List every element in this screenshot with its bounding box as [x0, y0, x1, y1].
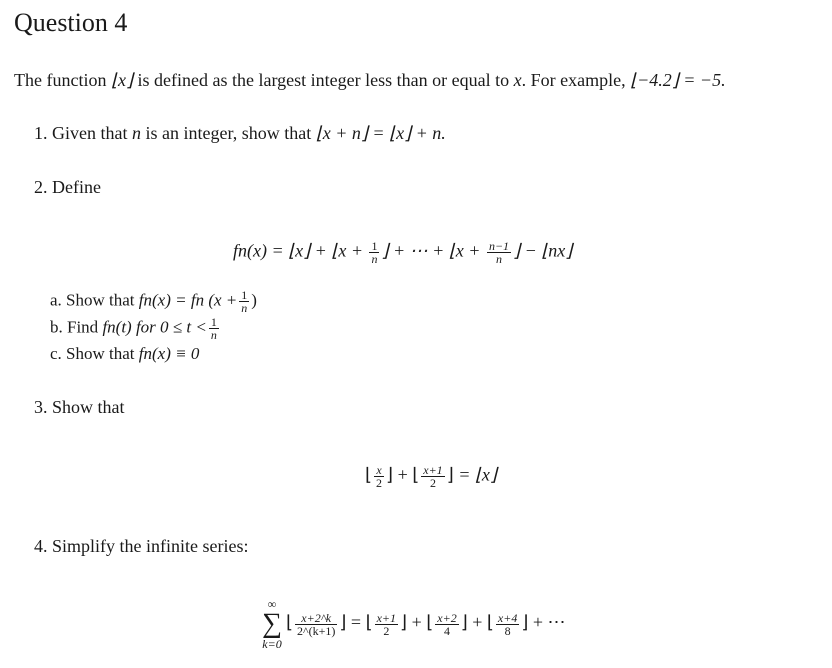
intro-example: ⌊−4.2⌋ = −5.	[630, 70, 726, 90]
general-term-fraction	[295, 612, 337, 637]
definition-rhs: ⌋ − ⌊nx⌋	[513, 240, 573, 261]
floor-left: ⌊	[285, 612, 293, 633]
summation	[262, 597, 282, 651]
frac-numerator: x+1	[376, 610, 397, 625]
series-equation	[262, 597, 566, 651]
frac-denominator: 2	[383, 623, 390, 638]
question-title: Question 4	[14, 8, 128, 37]
var-x: x	[513, 70, 522, 90]
floor-left: ⌊	[426, 612, 434, 633]
floor-right: ⌋	[521, 612, 529, 633]
sub-b-text: Find	[67, 317, 103, 337]
frac-numerator: x+1	[423, 463, 443, 477]
floor-right: ⌋	[339, 612, 347, 633]
fraction-x-over-2	[374, 464, 384, 489]
part-1-text2: is an integer, show that	[140, 123, 316, 143]
part-3-rhs: = ⌊x⌋	[458, 464, 497, 485]
sum-lower-limit: k=0	[262, 637, 282, 651]
sub-label-a: a.	[50, 290, 62, 310]
part-2-header	[34, 177, 101, 198]
equals-sign: =	[350, 612, 362, 633]
fraction-1-over-n	[239, 289, 249, 314]
part-3-label: Show that	[52, 397, 125, 417]
frac-numerator: x+2^k	[295, 612, 337, 625]
floor-right: ⌋	[400, 612, 408, 633]
frac-denominator: n	[496, 252, 502, 266]
frac-denominator: n	[241, 301, 248, 315]
sub-label-b: b.	[50, 317, 63, 337]
frac-numerator: n−1	[488, 239, 510, 253]
sigma-symbol: ∑	[262, 608, 282, 639]
part-2c	[50, 344, 199, 364]
frac-numerator: x+2	[437, 610, 457, 625]
floor-x: ⌊x⌋	[110, 70, 134, 90]
fraction-1-over-n	[209, 316, 219, 341]
part-2-label: Define	[52, 177, 101, 197]
frac-denominator: 2	[429, 476, 436, 490]
intro-text: The function	[14, 70, 111, 90]
part-2-number: 2.	[34, 177, 48, 197]
sub-a-formula: fn(x) = fn (x +	[138, 290, 238, 310]
frac-denominator: 2^(k+1)	[297, 623, 336, 638]
frac-numerator: x	[374, 464, 384, 477]
part-2b	[50, 316, 221, 341]
floor-left: ⌊	[412, 464, 420, 485]
part-3-header	[34, 397, 125, 418]
intro-example-label: . For example,	[521, 70, 631, 90]
fraction-1-over-n	[369, 240, 379, 265]
floor-left: ⌊	[365, 464, 373, 485]
floor-right: ⌋	[446, 464, 454, 485]
plus-sign: +	[472, 612, 483, 633]
var-n: n	[131, 123, 141, 143]
sub-a-text: Show that	[66, 290, 139, 310]
sub-b-formula: fn(t) for 0 ≤ t <	[102, 317, 207, 337]
frac-denominator: 2	[376, 476, 383, 490]
floor-left: ⌊	[365, 612, 373, 633]
part-3-equation	[365, 464, 497, 489]
definition-equation	[233, 240, 572, 265]
part-1-formula: ⌊x + n⌋ = ⌊x⌋ + n.	[315, 123, 446, 143]
definition-mid: ⌋ + ⋯ + ⌊x +	[381, 240, 481, 261]
term-1-fraction	[375, 612, 398, 637]
part-1-text: Given that	[52, 123, 132, 143]
sub-c-text: Show that	[66, 344, 139, 363]
sub-a-formula-right: )	[251, 290, 257, 310]
part-4-header	[34, 536, 248, 557]
frac-denominator: 4	[443, 623, 450, 638]
part-1	[34, 123, 446, 144]
term-3-fraction	[496, 612, 519, 637]
frac-numerator: 1	[241, 288, 248, 302]
frac-denominator: n	[210, 328, 217, 342]
floor-right: ⌋	[386, 464, 394, 485]
part-2a	[50, 289, 257, 314]
part-4-label: Simplify the infinite series:	[52, 536, 249, 556]
sub-label-c: c.	[50, 344, 62, 363]
frac-numerator: 1	[371, 239, 378, 253]
part-1-number: 1.	[34, 123, 48, 143]
sub-c-formula: fn(x) ≡ 0	[138, 344, 200, 363]
fraction-x-plus-1-over-2	[421, 464, 444, 489]
intro-paragraph	[14, 70, 726, 91]
frac-denominator: 8	[504, 623, 511, 638]
frac-denominator: n	[371, 252, 378, 266]
frac-numerator: 1	[210, 315, 217, 329]
plus-sign: +	[411, 612, 422, 633]
sum-upper-limit: ∞	[267, 597, 277, 611]
definition-lhs: fn(x) = ⌊x⌋ + ⌊x +	[233, 240, 363, 261]
plus-sign: +	[397, 464, 408, 485]
floor-right: ⌋	[460, 612, 468, 633]
intro-text-mid: is defined as the largest integer less than or equal to	[133, 70, 514, 90]
part-4-number: 4.	[34, 536, 48, 556]
part-3-number: 3.	[34, 397, 48, 417]
series-tail: + ⋯	[532, 612, 566, 633]
floor-left: ⌊	[486, 612, 494, 633]
term-2-fraction	[435, 612, 458, 637]
frac-numerator: x+4	[497, 610, 518, 625]
fraction-n-1-over-n	[487, 240, 511, 265]
